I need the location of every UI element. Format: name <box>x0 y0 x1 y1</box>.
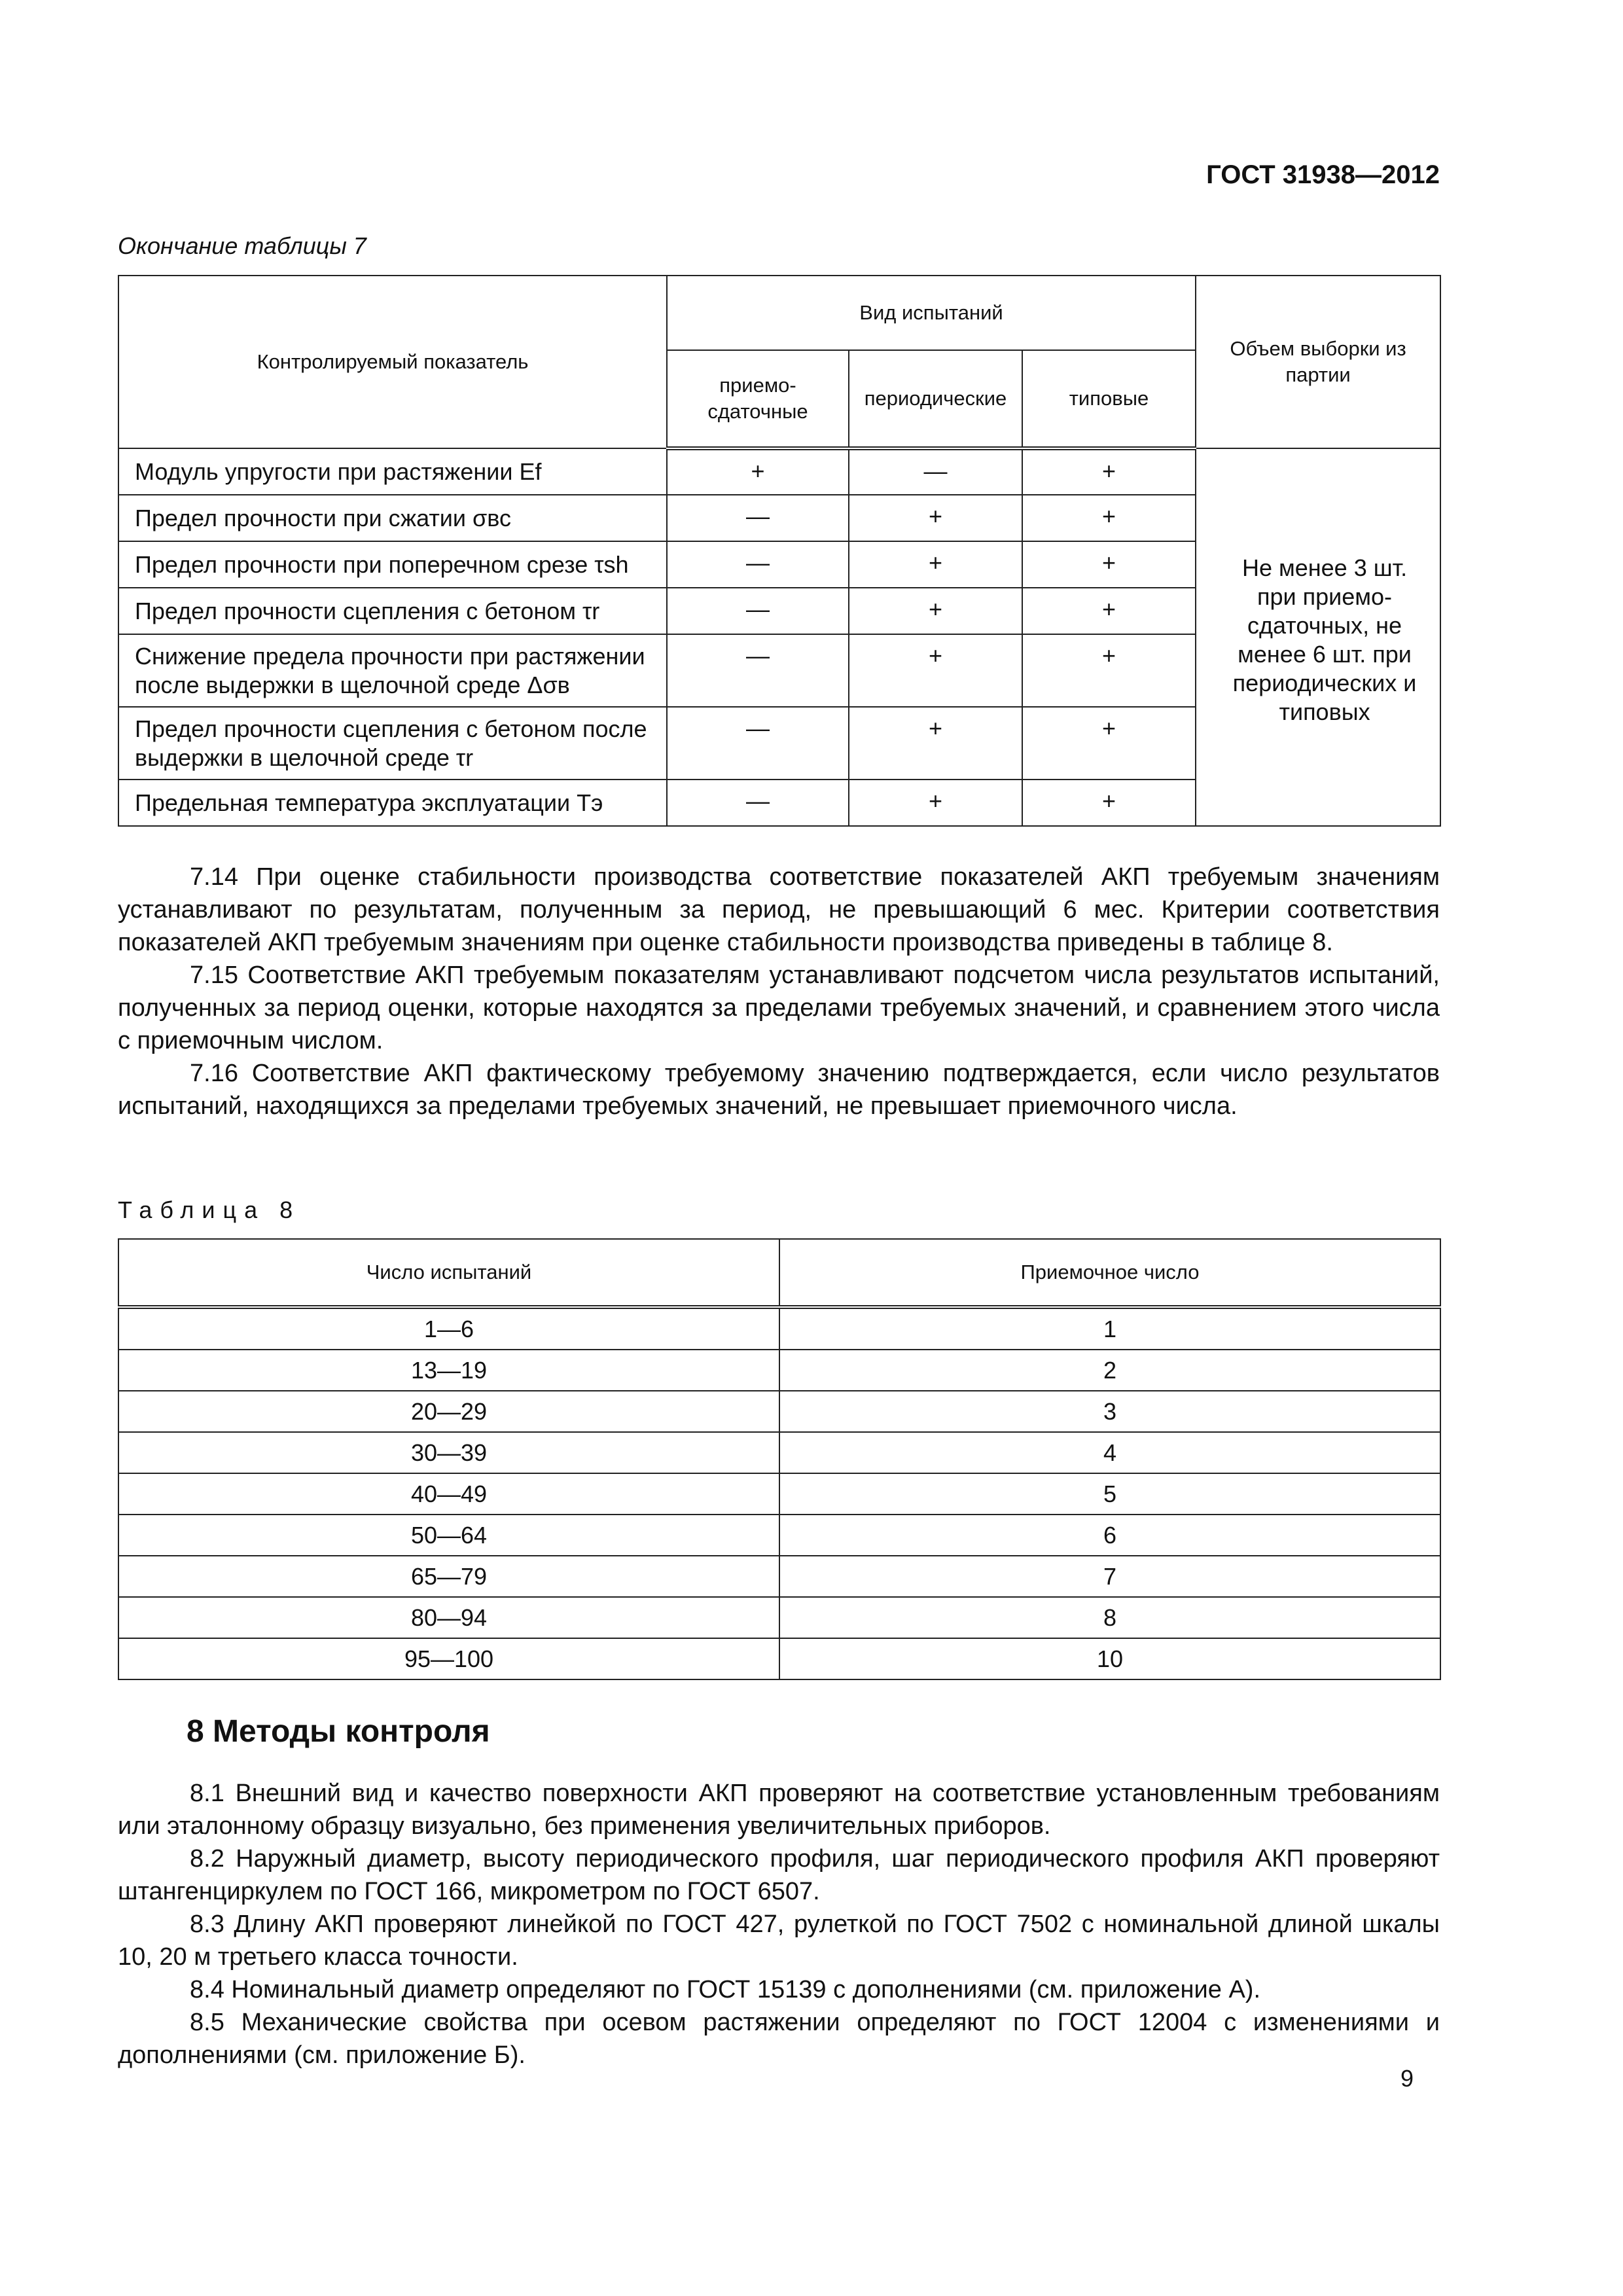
type-mark: + <box>1022 495 1196 541</box>
table-7 <box>118 275 1441 827</box>
table-row <box>118 1473 1440 1515</box>
clauses-7-block <box>118 861 1440 1122</box>
table-row <box>118 1556 1440 1597</box>
acceptance-number-cell: 7 <box>779 1556 1440 1597</box>
periodic-mark: + <box>849 541 1022 588</box>
periodic-mark: + <box>849 780 1022 826</box>
subheader-acceptance: приемо-сдаточные <box>667 350 849 448</box>
indicator-cell: Модуль упругости при растяжении Ef <box>118 448 667 495</box>
table-7-caption: Окончание таблицы 7 <box>118 232 366 259</box>
tests-count-cell: 65—79 <box>118 1556 779 1597</box>
clause-7-14: 7.14 При оценке стабильности производства соответствие показателей АКП требуемым значениям устанавливают по результатам, полученным за период, не превышающий 6 мес. Критерии соответствия показателей АКП требуемым значениям при оценке стабильности производства приведены в таблице 8. <box>118 863 1440 956</box>
clause-8-2: 8.2 Наружный диаметр, высоту периодического профиля, шаг периодического профиля АКП проверяют штангенциркулем по ГОСТ 166, микрометром по ГОСТ 6507. <box>118 1845 1440 1905</box>
table-row <box>118 1391 1440 1432</box>
table-8-caption: Таблица 8 <box>118 1196 301 1223</box>
acceptance-number-cell: 10 <box>779 1638 1440 1679</box>
sample-size-note: Не менее 3 шт. при приемо-сдаточных, не менее 6 шт. при периодических и типовых <box>1196 448 1440 826</box>
indicator-cell: Предел прочности сцепления с бетоном после выдержки в щелочной среде τr <box>118 707 667 780</box>
clause-8-1: 8.1 Внешний вид и качество поверхности АКП проверяют на соответствие установленным требованиям или эталонному образцу визуально, без применения увеличительных приборов. <box>118 1780 1440 1840</box>
acceptance-mark: — <box>667 541 849 588</box>
type-mark: + <box>1022 448 1196 495</box>
document-code-header: ГОСТ 31938—2012 <box>1206 160 1440 189</box>
indicator-cell: Предел прочности при сжатии σвс <box>118 495 667 541</box>
type-mark: + <box>1022 707 1196 780</box>
clauses-8-block <box>118 1777 1440 2072</box>
col-header-sample-size: Объем выборки из партии <box>1196 276 1440 448</box>
acceptance-mark: — <box>667 495 849 541</box>
type-mark: + <box>1022 780 1196 826</box>
indicator-cell: Предел прочности при поперечном срезе τsh <box>118 541 667 588</box>
periodic-mark: — <box>849 448 1022 495</box>
section-8-heading: 8 Методы контроля <box>187 1714 490 1749</box>
acceptance-number-cell: 6 <box>779 1515 1440 1556</box>
table-row <box>118 1432 1440 1473</box>
indicator-cell: Предельная температура эксплуатации Tэ <box>118 780 667 826</box>
periodic-mark: + <box>849 495 1022 541</box>
acceptance-mark: — <box>667 780 849 826</box>
clause-7-16: 7.16 Соответствие АКП фактическому требуемому значению подтверждается, если число результатов испытаний, находящихся за пределами требуемых значений, не превышает приемочного числа. <box>118 1060 1440 1120</box>
tests-count-cell: 95—100 <box>118 1638 779 1679</box>
tests-count-cell: 1—6 <box>118 1307 779 1350</box>
type-mark: + <box>1022 541 1196 588</box>
acceptance-number-cell: 1 <box>779 1307 1440 1350</box>
indicator-cell: Снижение предела прочности при растяжении после выдержки в щелочной среде Δσв <box>118 634 667 707</box>
tests-count-cell: 30—39 <box>118 1432 779 1473</box>
acceptance-mark: — <box>667 707 849 780</box>
acceptance-mark: — <box>667 588 849 634</box>
periodic-mark: + <box>849 634 1022 707</box>
col-header-acceptance-number: Приемочное число <box>779 1239 1440 1307</box>
clause-8-5: 8.5 Механические свойства при осевом растяжении определяют по ГОСТ 12004 с изменениями и дополнениями (см. приложение Б). <box>118 2009 1440 2069</box>
acceptance-number-cell: 2 <box>779 1350 1440 1391</box>
col-header-indicator: Контролируемый показатель <box>118 276 667 448</box>
table-8 <box>118 1238 1441 1680</box>
periodic-mark: + <box>849 707 1022 780</box>
table-row <box>118 1597 1440 1638</box>
acceptance-number-cell: 4 <box>779 1432 1440 1473</box>
page-number: 9 <box>1400 2065 1414 2092</box>
table-row <box>118 1638 1440 1679</box>
table-row <box>118 1515 1440 1556</box>
table-row <box>118 1350 1440 1391</box>
tests-count-cell: 40—49 <box>118 1473 779 1515</box>
tests-count-cell: 20—29 <box>118 1391 779 1432</box>
clause-8-4: 8.4 Номинальный диаметр определяют по ГОСТ 15139 с дополнениями (см. приложение А). <box>190 1976 1261 2003</box>
periodic-mark: + <box>849 588 1022 634</box>
acceptance-mark: — <box>667 634 849 707</box>
indicator-cell: Предел прочности сцепления с бетоном τr <box>118 588 667 634</box>
tests-count-cell: 50—64 <box>118 1515 779 1556</box>
col-header-test-type: Вид испытаний <box>667 276 1196 350</box>
clause-8-3: 8.3 Длину АКП проверяют линейкой по ГОСТ 427, рулеткой по ГОСТ 7502 с номинальной длиной шкалы 10, 20 м третьего класса точности. <box>118 1910 1440 1971</box>
tests-count-cell: 80—94 <box>118 1597 779 1638</box>
acceptance-number-cell: 3 <box>779 1391 1440 1432</box>
subheader-type: типовые <box>1022 350 1196 448</box>
clause-7-15: 7.15 Соответствие АКП требуемым показателям устанавливают подсчетом числа результатов испытаний, полученных за период оценки, которые находятся за пределами требуемых значений, и сравнением этого числа с приемочным числом. <box>118 961 1440 1054</box>
col-header-tests-count: Число испытаний <box>118 1239 779 1307</box>
acceptance-mark: + <box>667 448 849 495</box>
type-mark: + <box>1022 588 1196 634</box>
table-row <box>118 448 1440 495</box>
subheader-periodic: периодические <box>849 350 1022 448</box>
acceptance-number-cell: 5 <box>779 1473 1440 1515</box>
tests-count-cell: 13—19 <box>118 1350 779 1391</box>
type-mark: + <box>1022 634 1196 707</box>
table-row <box>118 1307 1440 1350</box>
acceptance-number-cell: 8 <box>779 1597 1440 1638</box>
